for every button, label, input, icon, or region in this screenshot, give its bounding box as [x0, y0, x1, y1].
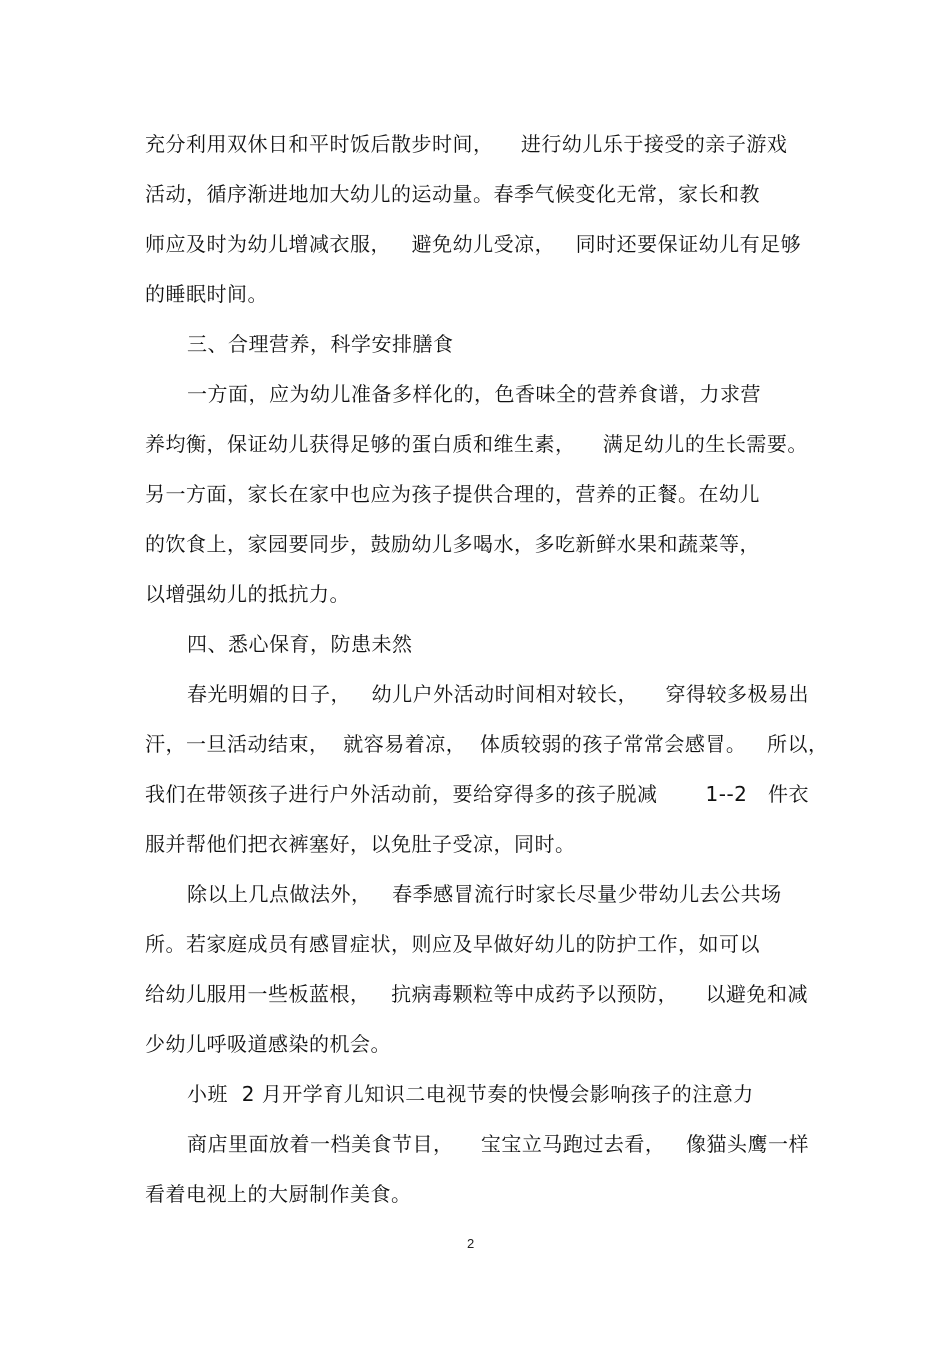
article-title-line: 小班 2 月开学育儿知识二电视节奏的快慢会影响孩子的注意力 — [187, 1082, 754, 1106]
text-line: 除以上几点做法外， 春季感冒流行时家长尽量少带幼儿去公共场 — [187, 882, 782, 906]
text-line: 活动，循序渐进地加大幼儿的运动量。春季气候变化无常，家长和教 — [145, 182, 760, 206]
text-line: 师应及时为幼儿增减衣服， 避免幼儿受凉， 同时还要保证幼儿有足够 — [145, 232, 802, 256]
text-line: 服并帮他们把衣裤塞好，以免肚子受凉，同时。 — [145, 832, 576, 856]
text-line: 的饮食上，家园要同步，鼓励幼儿多喝水，多吃新鲜水果和蔬菜等， — [145, 532, 760, 556]
text-line: 以增强幼儿的抵抗力。 — [145, 582, 350, 606]
page-number: 2 — [467, 1236, 475, 1251]
text-line: 春光明媚的日子， 幼儿户外活动时间相对较长， 穿得较多极易出 — [187, 682, 810, 706]
text-line: 养均衡，保证幼儿获得足够的蛋白质和维生素， 满足幼儿的生长需要。 — [145, 432, 808, 456]
text-line: 我们在带领孩子进行户外活动前，要给穿得多的孩子脱减 1--2 件衣 — [145, 782, 809, 806]
text-line: 另一方面，家长在家中也应为孩子提供合理的，营养的正餐。在幼儿 — [145, 482, 760, 506]
text-line: 给幼儿服用一些板蓝根， 抗病毒颗粒等中成药予以预防， 以避免和减 — [145, 982, 809, 1006]
text-line: 汗，一旦活动结束， 就容易着凉， 体质较弱的孩子常常会感冒。 所以， — [145, 732, 829, 756]
text-line: 充分利用双休日和平时饭后散步时间， 进行幼儿乐于接受的亲子游戏 — [145, 132, 788, 156]
text-line: 的睡眠时间。 — [145, 282, 268, 306]
text-line: 看着电视上的大厨制作美食。 — [145, 1182, 412, 1206]
text-line: 所。若家庭成员有感冒症状，则应及早做好幼儿的防护工作，如可以 — [145, 932, 760, 956]
text-line: 少幼儿呼吸道感染的机会。 — [145, 1032, 391, 1056]
text-line: 一方面，应为幼儿准备多样化的，色香味全的营养食谱，力求营 — [187, 382, 761, 406]
section-heading: 四、悉心保育，防患未然 — [187, 632, 413, 656]
section-heading: 三、合理营养，科学安排膳食 — [187, 332, 454, 356]
text-line: 商店里面放着一档美食节目， 宝宝立马跑过去看， 像猫头鹰一样 — [187, 1132, 810, 1156]
